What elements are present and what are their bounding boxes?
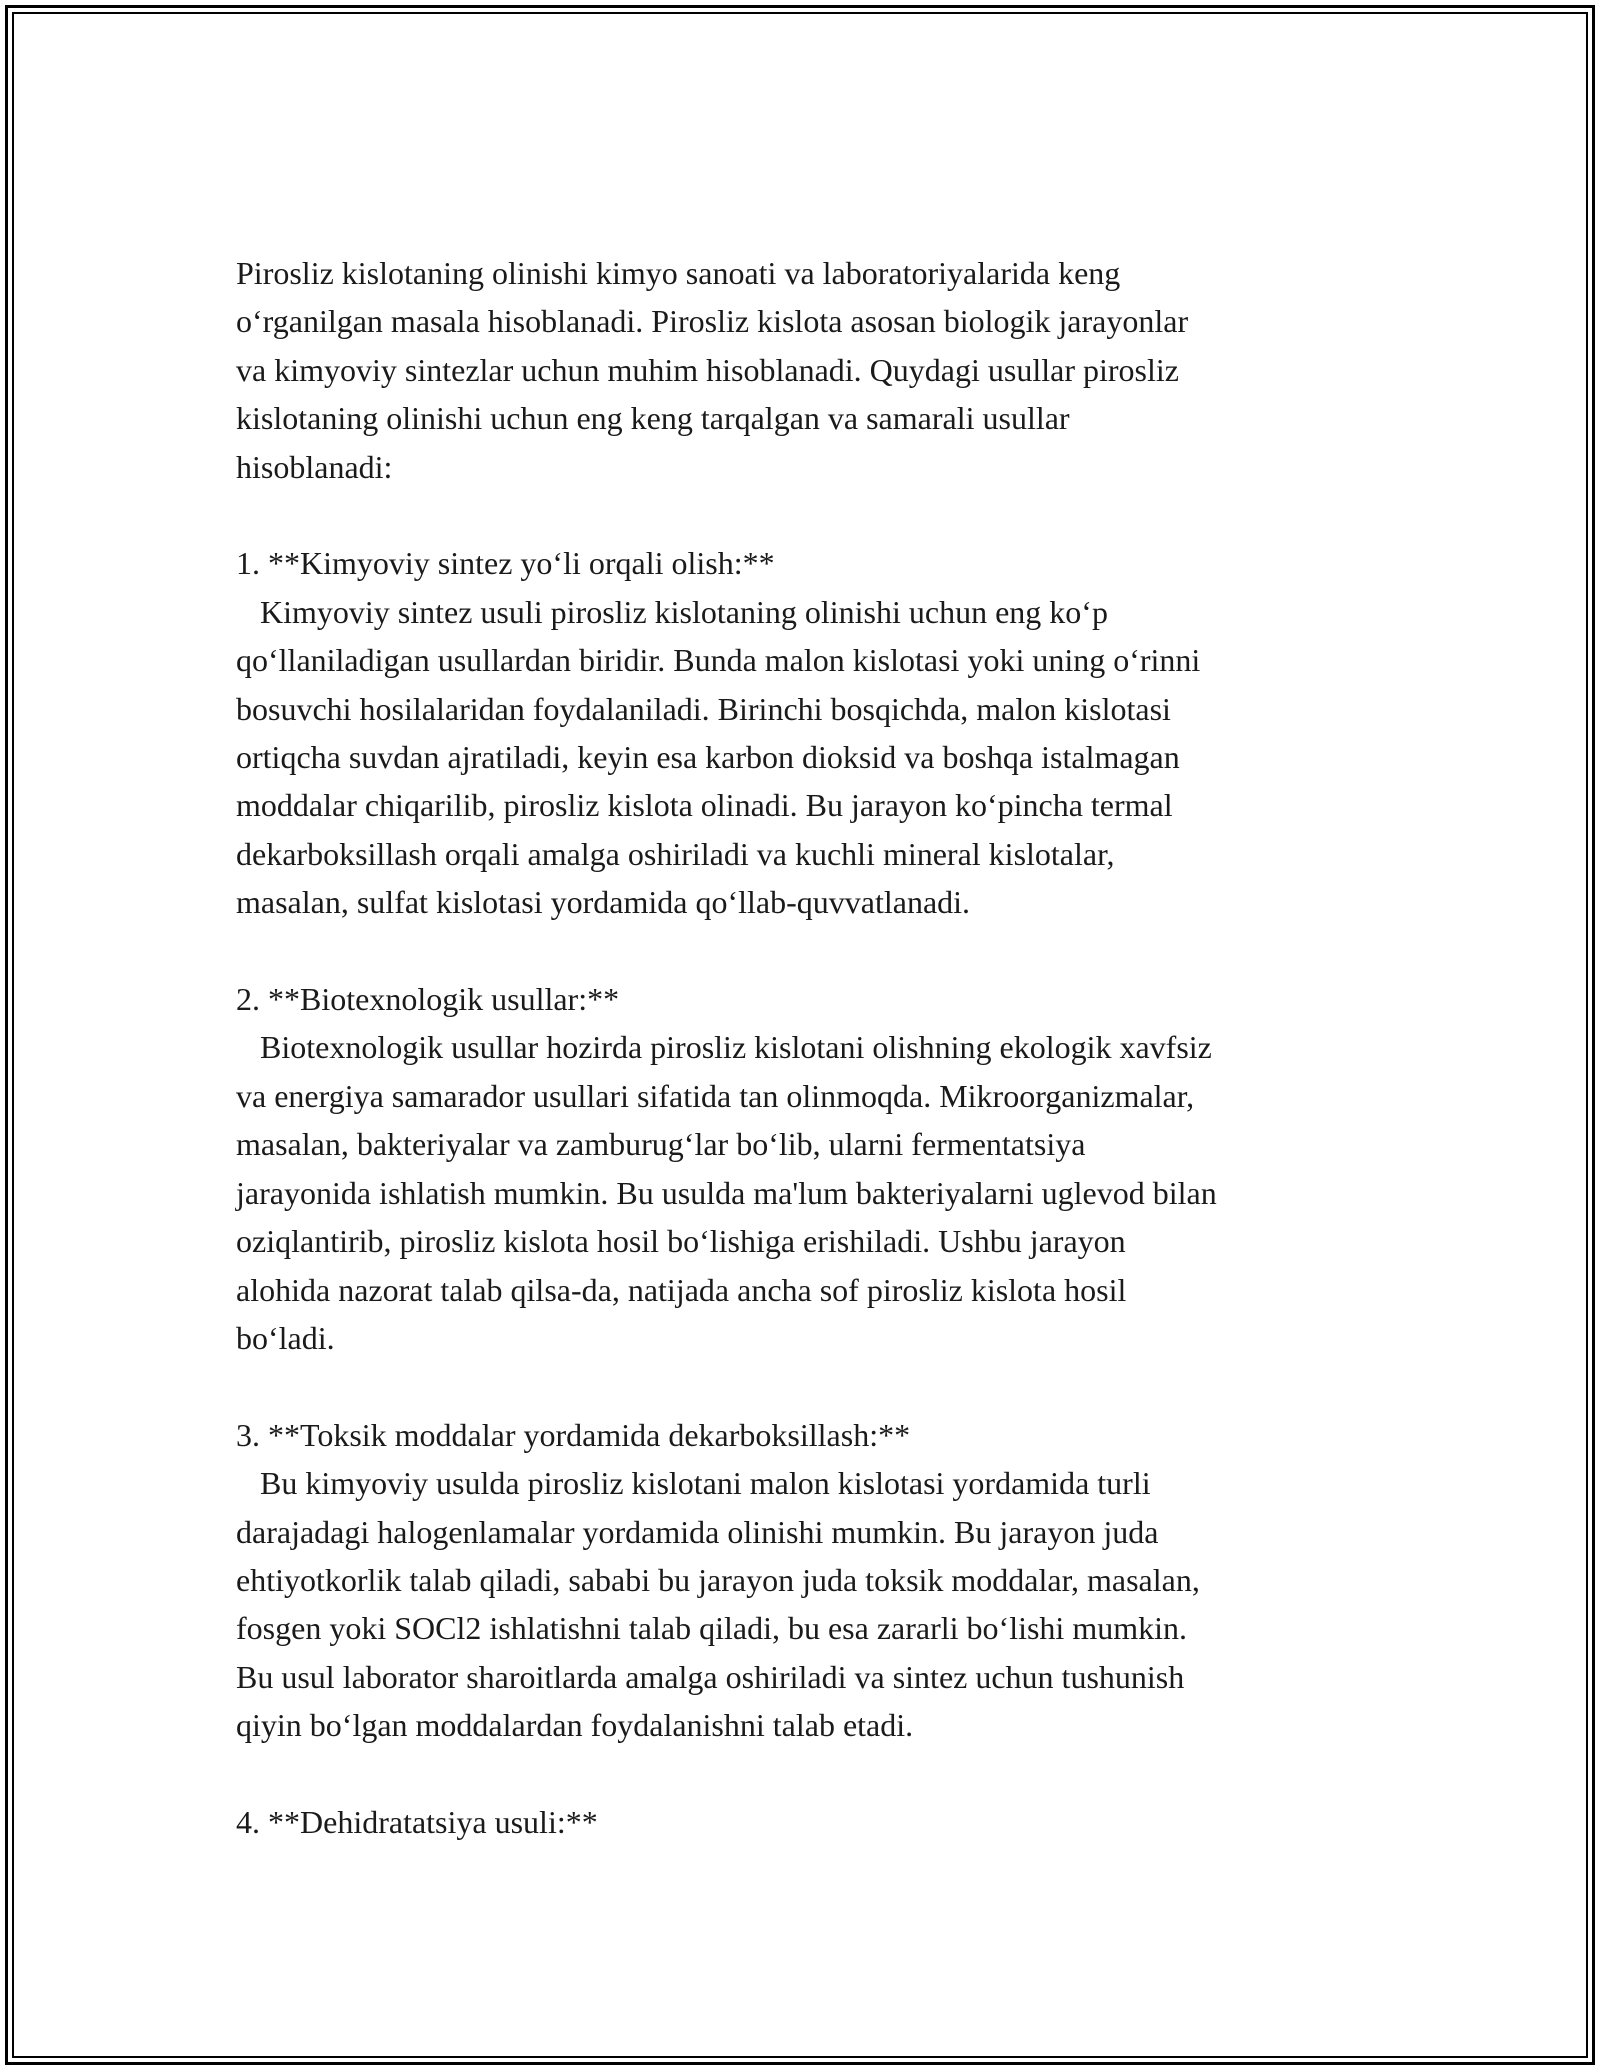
section-1-body: Kimyoviy sintez usuli pirosliz kislotaning olinishi uchun eng ko‘p qo‘llaniladigan usullardan biridir. Bunda malon kislotasi yoki uning o‘rinni bosuvchi hosilalaridan foydalaniladi. Birinchi bosqichda, malon kislotasi ortiqcha suvdan ajratiladi, keyin esa karbon dioksid va boshqa istalmagan moddalar chiqarilib, pirosliz kislota olinadi. Bu jarayon ko‘pincha termal dekarboksillash orqali amalga oshiriladi va kuchli mineral kislotalar, masalan, sulfat kislotasi yordamida qo‘llab-quvvatlanadi. <box>236 593 1201 921</box>
section-2-heading: 2. **Biotexnologik usullar:** <box>236 981 620 1018</box>
paragraph-gap <box>236 1362 1376 1410</box>
intro-paragraph: Pirosliz kislotaning olinishi kimyo sanoati va laboratoriyalarida keng o‘rganilgan masala hisoblanadi. Pirosliz kislota asosan biologik jarayonlar va kimyoviy sintezlar uchun muhim hisoblanadi. Quydagi usullar pirosliz kislotaning olinishi uchun eng keng tarqalgan va samarali usullar hisoblanadi: <box>236 255 1189 485</box>
paragraph-gap <box>236 491 1376 539</box>
section-1-heading: 1. **Kimyoviy sintez yo‘li orqali olish:** <box>236 545 775 582</box>
section-4-heading: 4. **Dehidratatsiya usuli:** <box>236 1803 598 1840</box>
section-2-body: Biotexnologik usullar hozirda pirosliz kislotani olishning ekologik xavfsiz va energiya samarador usullari sifatida tan olinmoqda. Mikroorganizmalar, masalan, bakteriyalar va zamburug‘lar bo‘lib, ularni fermentatsiya jarayonida ishlatish mumkin. Bu usulda ma'lum bakteriyalarni uglevod bilan oziqlantirib, pirosliz kislota hosil bo‘lishiga erishiladi. Ushbu jarayon alohida nazorat talab qilsa-da, natijada ancha sof pirosliz kislota hosil bo‘ladi. <box>236 1029 1217 1356</box>
paragraph-gap <box>236 927 1376 975</box>
paragraph-gap <box>236 1750 1376 1798</box>
document-body <box>236 249 1376 1846</box>
section-3-body: Bu kimyoviy usulda pirosliz kislotani malon kislotasi yordamida turli darajadagi halogenlamalar yordamida olinishi mumkin. Bu jarayon juda ehtiyotkorlik talab qiladi, sababi bu jarayon juda toksik moddalar, masalan, fosgen yoki SOCl2 ishlatishni talab qiladi, bu esa zararli bo‘lishi mumkin. Bu usul laborator sharoitlarda amalga oshiriladi va sintez uchun tushunish qiyin bo‘lgan moddalardan foydalanishni talab etadi. <box>236 1465 1200 1744</box>
section-3-heading: 3. **Toksik moddalar yordamida dekarboksillash:** <box>236 1416 911 1453</box>
